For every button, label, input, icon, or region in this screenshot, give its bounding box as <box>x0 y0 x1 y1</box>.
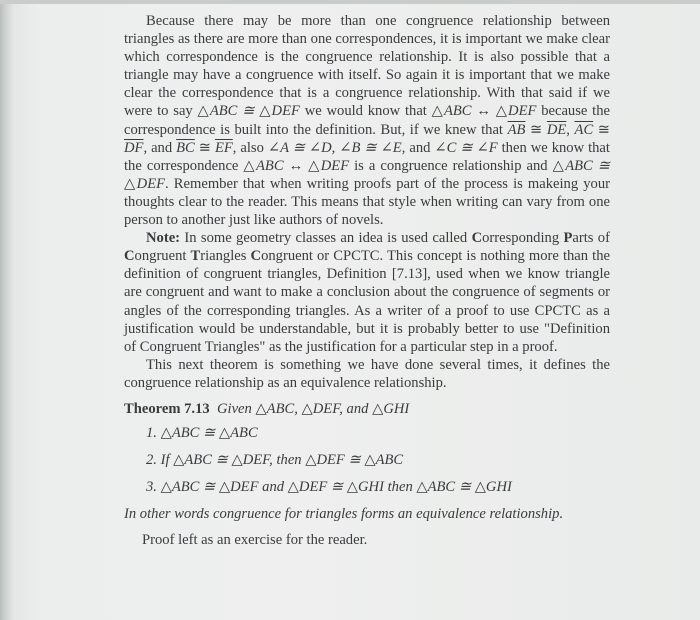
segment: $\overline{DF}$ <box>124 139 144 156</box>
text: Because there may be more than one congruence relationship between triangles as there are more than one correspondences, it is important we make clear which correspondence is the congruence relationship. It is also possible that a triangle may have a congruence with itself. So again it is important that we make clear the correspondence that is a congruence relationship. With that said if we were to say <box>124 13 610 120</box>
text: orresponding <box>482 230 564 247</box>
segment: $\overline{EF}$ <box>214 139 233 156</box>
segment: $\overline{DE}$ <box>546 121 567 138</box>
theorem-heading <box>124 400 610 418</box>
text: , <box>566 121 575 138</box>
text: In some geometry classes an idea is used called <box>180 230 472 247</box>
math-expression: △ABC ≅ △DEF <box>124 157 610 192</box>
math-expression: ∠C ≅ ∠F <box>434 139 498 156</box>
text: arts of <box>572 230 610 247</box>
text: we would know that <box>299 103 432 120</box>
acronym-letter: P <box>563 230 573 247</box>
text: , and <box>143 139 177 156</box>
paragraph-congruence-correspondence <box>124 12 610 229</box>
theorem-list <box>124 424 610 496</box>
text: ongruent <box>134 248 191 265</box>
math-expression: △ABC ≅ △DEF <box>197 103 300 120</box>
proof-note: Proof left as an exercise for the reader. <box>142 532 368 549</box>
text: is a congruence relationship and <box>349 157 553 174</box>
acronym-letter: C <box>471 230 483 247</box>
theorem-label: Theorem 7.13 <box>124 400 210 417</box>
text: because the correspondence is built into the definition. But, if we knew that <box>124 103 610 138</box>
paragraph-theorem-intro: This next theorem is something we have done several times, it defines the congruence relationship as an equivalence relationship. <box>124 356 610 391</box>
segment: $\overline{BC}$ <box>176 139 195 156</box>
acronym-letter: T <box>190 248 201 265</box>
document-page <box>124 12 610 549</box>
congruent-symbol: ≅ <box>525 121 547 138</box>
acronym-letter: C <box>250 248 262 265</box>
segment: $\overline{AB}$ <box>507 121 526 138</box>
math-expression: ∠A ≅ ∠D, ∠B ≅ ∠E <box>267 139 402 156</box>
text: . Remember that when writing proofs part of the process is makeing your thoughts clear to the reader. This means that style when writing can vary from one person to another just like authors of novels. <box>124 175 610 229</box>
screen-top-edge <box>0 0 700 4</box>
theorem-conclusion: In other words congruence for triangles forms an equivalence relationship. <box>124 506 564 523</box>
congruent-symbol: ≅ <box>593 121 610 138</box>
text: riangles <box>200 248 251 265</box>
paragraph-note-cpctc <box>124 229 610 356</box>
acronym-letter: C <box>124 248 135 265</box>
segment: $\overline{AC}$ <box>574 121 594 138</box>
theorem-item-symmetric: 2. If △ABC ≅ △DEF, then △DEF ≅ △ABC <box>146 452 404 469</box>
text: ongruent or CPCTC. This concept is nothing more than the definition of congruent triangles, Definition [7.13], used when we know triangle are congruent and want to make a conclusion about the congruence of segments or angles of the corresponding triangles. As a writer of a proof to use CPCTC as a justification would be understandable, but it is probably better to use "Definition of Congruent Triangles" as the justification for a particular step in a proof. <box>124 248 610 355</box>
theorem-item-reflexive: 1. △ABC ≅ △ABC <box>146 425 258 442</box>
congruent-symbol: ≅ <box>194 139 215 156</box>
theorem-given: Given △ABC, △DEF, and △GHI <box>216 400 410 417</box>
theorem-item-transitive: 3. △ABC ≅ △DEF and △DEF ≅ △GHI then △ABC ≅ △GHI <box>146 479 512 496</box>
text: , also <box>232 139 268 156</box>
math-expression: △ABC ↔ △DEF <box>431 103 537 120</box>
math-expression: △ABC ↔ △DEF <box>243 157 350 174</box>
note-label: Note: <box>146 230 181 247</box>
text: , and <box>401 139 435 156</box>
text: then we know that the correspondence <box>124 139 610 174</box>
